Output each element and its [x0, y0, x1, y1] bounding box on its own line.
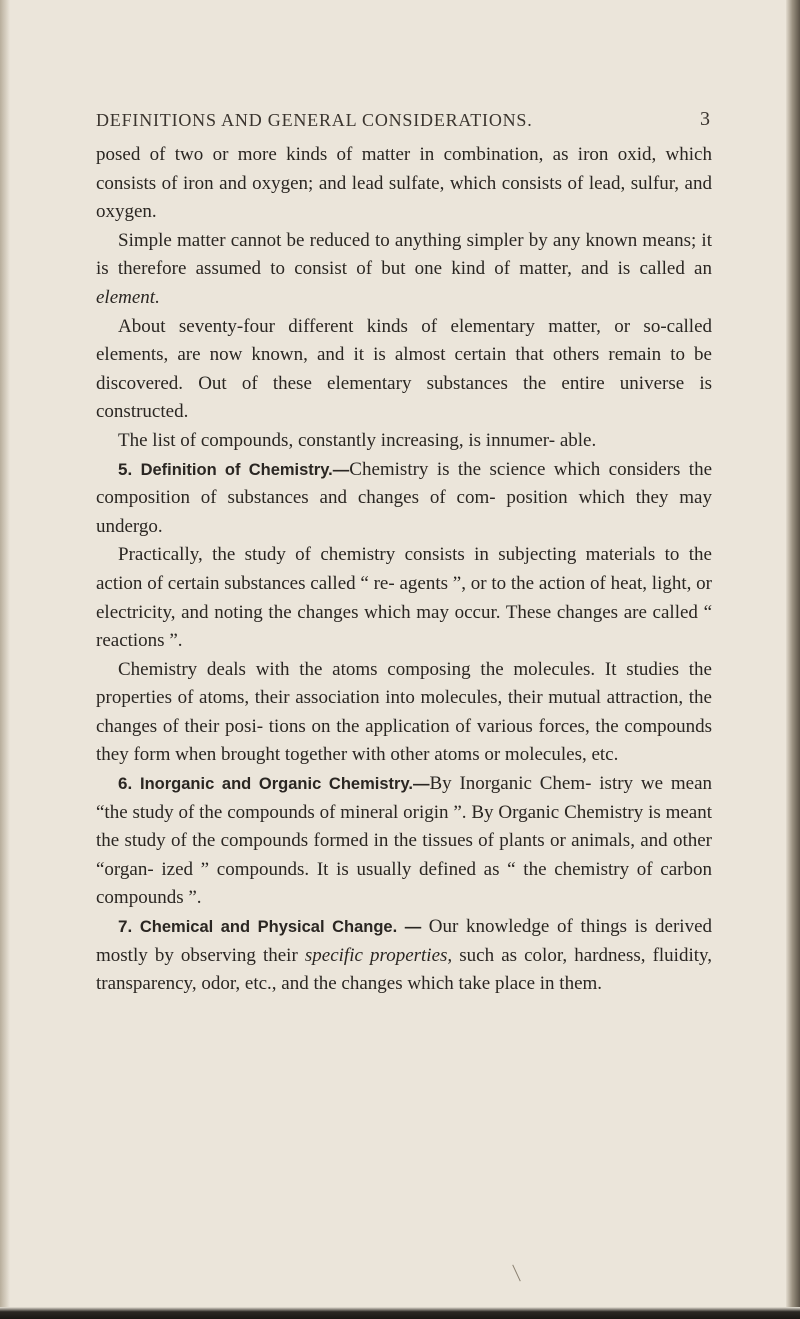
- stray-pencil-mark: [512, 1265, 521, 1282]
- section-number: 6.: [118, 774, 133, 794]
- section-number: 5.: [118, 459, 133, 479]
- section-6: [96, 770, 712, 913]
- section-7: [96, 913, 712, 999]
- section-text: Our knowledge of things is derived mostly by observing their: [96, 916, 713, 966]
- page-gutter-shadow: [0, 0, 10, 1319]
- section-text: Chemistry is the science which considers the composition of substances and changes of com- position which they may undergo.: [96, 458, 713, 537]
- section-heading: Definition of Chemistry.—: [140, 460, 350, 479]
- page-number: 3: [700, 108, 710, 130]
- paragraph-continued: posed of two or more kinds of matter in combination, as iron oxid, which consists of iron and oxygen; and lead sulfate, which consists of lead, sulfur, and oxygen.: [96, 144, 712, 223]
- section-heading: Chemical and Physical Change. —: [139, 918, 429, 937]
- paragraph-text: Simple matter cannot be reduced to anything simpler by any known means; it is therefore assumed to consist of but one kind of matter, and is called an: [96, 229, 712, 280]
- paragraph-compounds: The list of compounds, constantly increasing, is innumer- able.: [118, 429, 597, 451]
- page-edge-shadow: [786, 0, 800, 1319]
- bottom-edge-shadow: [0, 1307, 800, 1319]
- section-heading: Inorganic and Organic Chemistry.—: [140, 775, 430, 794]
- running-head: DEFINITIONS AND GENERAL CONSIDERATIONS.: [96, 110, 533, 130]
- section-text: By Inorganic Chem- istry we mean “the study of the compounds of mineral origin ”. By Organic Chemistry is meant the study of the compounds formed in the tissues of plants or animals, and other “organ- ized ” compounds. It is usually defined as “ the chemistry of carbon compounds ”.: [96, 773, 713, 909]
- body-text: [96, 141, 712, 999]
- paragraph-atoms: Chemistry deals with the atoms composing the molecules. It studies the properties of atoms, their association into molecules, their mutual attraction, the changes of their posi- tions on the application of various forces, the compounds they form when brought together with other atoms or molecules, etc.: [96, 658, 712, 766]
- paragraph-practically: Practically, the study of chemistry consists in subjecting materials to the action of certain substances called “ re- agents ”, or to the action of heat, light, or electricity, and noting the changes which may occur. These changes are called “ reactions ”.: [96, 544, 712, 652]
- paragraph-simple-matter: [96, 227, 712, 313]
- section-number: 7.: [118, 917, 133, 937]
- section-text-end: such as color, hardness, fluidity, transparency, odor, etc., and the changes which take place in them.: [96, 944, 713, 995]
- emphasis-specific-properties: specific properties,: [304, 944, 453, 966]
- section-5: [96, 456, 712, 542]
- emphasis-element: element.: [96, 286, 160, 308]
- paragraph-elements: About seventy-four different kinds of elementary matter, or so-called elements, are now known, and it is almost certain that others remain to be discovered. Out of these elementary substances the entire universe is constructed.: [96, 315, 712, 423]
